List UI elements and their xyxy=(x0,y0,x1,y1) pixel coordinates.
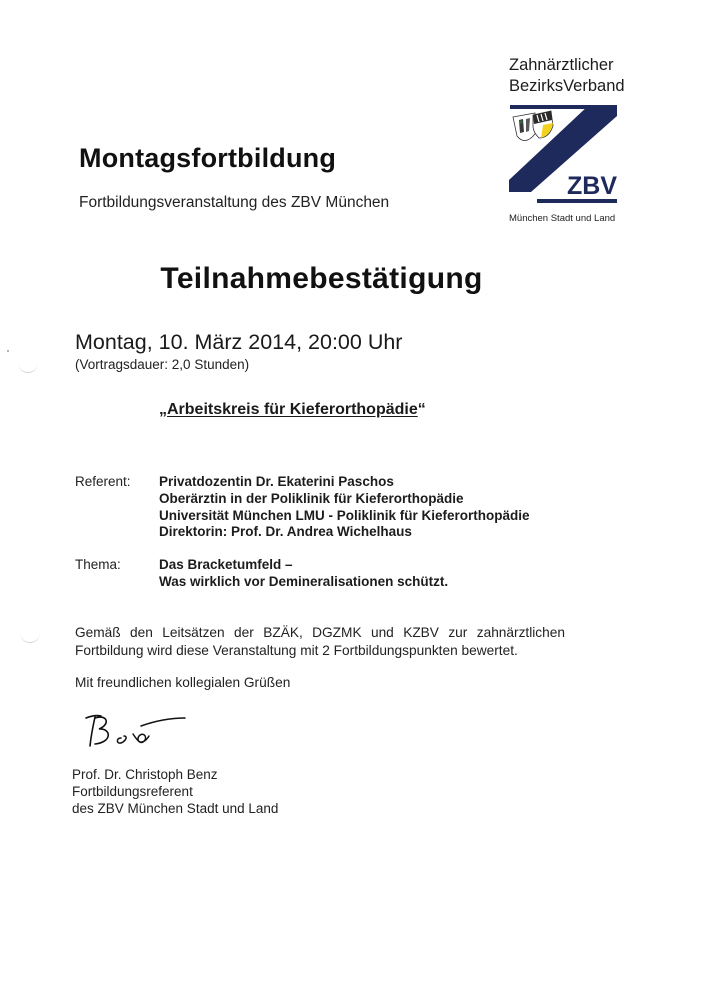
event-date: Montag, 10. März 2014, 20:00 Uhr xyxy=(75,330,403,354)
event-title-text: Arbeitskreis für Kieferorthopädie xyxy=(167,401,418,418)
logo-organization-name xyxy=(509,55,625,97)
referent-line: Oberärztin in der Poliklinik für Kieferorthopädie xyxy=(159,490,464,506)
event-duration: (Vortragsdauer: 2,0 Stunden) xyxy=(75,357,250,372)
signer-organization: des ZBV München Stadt und Land xyxy=(72,801,279,816)
document-heading-text: Teilnahmebestätigung xyxy=(160,262,483,295)
thema-label: Thema: xyxy=(75,557,121,572)
page-title: Montagsfortbildung xyxy=(79,143,337,173)
referent-line: Universität München LMU - Poliklinik für Kieferorthopädie xyxy=(159,507,530,523)
referent-details xyxy=(159,474,530,541)
logo-subtitle: München Stadt und Land xyxy=(509,213,616,224)
accreditation-paragraph: Gemäß den Leitsätzen der BZÄK, DGZMK und KZBV zur zahnärztlichen Fortbildung wird diese Veranstaltung mit 2 Fortbildungspunkten bewertet. xyxy=(75,625,565,658)
closing-greeting: Mit freundlichen kollegialen Grüßen xyxy=(75,675,291,690)
zbv-logo-icon xyxy=(509,104,617,204)
svg-text:ZBV: ZBV xyxy=(567,172,617,200)
referent-label: Referent: xyxy=(75,474,131,489)
thema-details xyxy=(159,557,448,591)
scan-artifact-mark xyxy=(18,358,38,373)
referent-line: Privatdozentin Dr. Ekaterini Paschos xyxy=(159,474,394,489)
document-heading xyxy=(0,262,707,296)
logo-org-line-1: Zahnärztlicher xyxy=(509,56,614,74)
scan-artifact-mark xyxy=(20,628,40,643)
scan-artifact-dot xyxy=(7,350,9,352)
referent-line: Direktorin: Prof. Dr. Andrea Wichelhaus xyxy=(159,524,412,540)
event-title xyxy=(159,401,426,419)
thema-line: Das Bracketumfeld – xyxy=(159,557,293,572)
event-title-close-quote: “ xyxy=(417,401,426,418)
page-subtitle: Fortbildungsveranstaltung des ZBV München xyxy=(79,194,390,211)
event-title-open-quote: „ xyxy=(159,401,167,418)
handwritten-signature-icon xyxy=(83,712,188,757)
thema-line: Was wirklich vor Demineralisationen schützt. xyxy=(159,573,449,589)
logo-org-line-2: BezirksVerband xyxy=(509,77,625,95)
signer-block xyxy=(72,766,278,817)
signer-name: Prof. Dr. Christoph Benz xyxy=(72,767,218,782)
signer-role: Fortbildungsreferent xyxy=(72,784,193,799)
